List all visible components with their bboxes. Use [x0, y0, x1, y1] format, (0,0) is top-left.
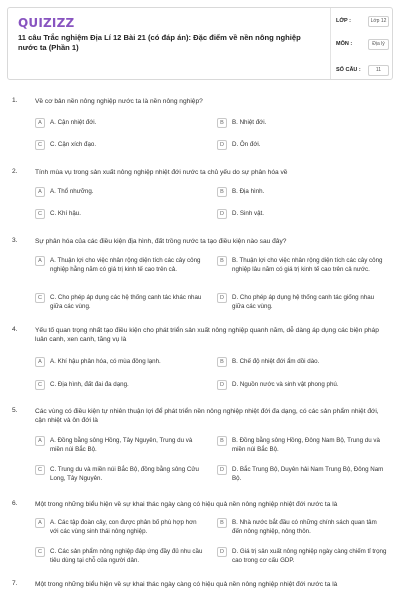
quizizz-logo[interactable]: QUIZIZZ: [18, 16, 75, 30]
option-text: A. Thổ nhưỡng.: [50, 188, 94, 195]
worksheet-title: 11 câu Trắc nghiệm Địa Lí 12 Bài 21 (có đáp án): Đặc điểm về nền nông nghiệp nước ta (Phần 1): [18, 33, 301, 52]
question-text: Các vùng có điều kiện tự nhiên thuận lợi để phát triển nền nông nghiệp nhiệt đới đa dạng, có các sản phẩm nhiệt đới, cận nhiệt và ôn đới là: [35, 408, 379, 424]
question-text: Sự phân hóa của các điều kiện địa hình, đất trồng nước ta tạo điều kiện nào sau đây?: [35, 238, 287, 245]
option-letter-box: B: [217, 518, 227, 528]
option-text: B. Nhà nước bắt đầu có những chính sách quan tâm đến nông nghiệp, nông thôn.: [232, 519, 377, 535]
option-text: D. Nguồn nước và sinh vật phong phú.: [232, 381, 339, 388]
option-letter-box: C: [35, 547, 45, 557]
worksheet-header: [7, 7, 393, 80]
option-text: C. Trung du và miền núi Bắc Bộ, đồng bằng sông Cửu Long, Tây Nguyên.: [50, 466, 199, 482]
option-text: B. Nhiệt đới.: [232, 119, 267, 126]
option-text: D. Ôn đới.: [232, 141, 261, 148]
option-text: C. Khí hậu.: [50, 210, 81, 217]
question-text: Tính mùa vụ trong sản xuất nông nghiệp nhiệt đới nước ta chủ yếu do sự phân hóa về: [35, 169, 288, 176]
question-text: Một trong những biểu hiện về sự khai thác ngày càng có hiệu quả nền nông nghiệp nhiệt đới nước ta là: [35, 581, 338, 588]
option-text: D. Sinh vật.: [232, 210, 264, 217]
option-letter-box: A: [35, 357, 45, 367]
option-text: A. Đồng bằng sông Hồng, Tây Nguyên, Trung du và miền núi Bắc Bộ.: [50, 437, 193, 453]
option-text: B. Địa hình.: [232, 188, 265, 195]
option-letter-box: D: [217, 465, 227, 475]
option-letter-box: D: [217, 547, 227, 557]
option-letter-box: B: [217, 118, 227, 128]
option-text: D. Bắc Trung Bộ, Duyên hải Nam Trung Bộ, Đông Nam Bộ.: [232, 466, 384, 482]
option-text: D. Cho phép áp dụng hệ thống canh tác giống nhau giữa các vùng.: [232, 294, 375, 310]
option-letter-box: D: [217, 380, 227, 390]
meta-grade-value: Lớp 12: [368, 16, 389, 27]
option-text: A. Cận nhiệt đới.: [50, 119, 97, 126]
question-number: 6.: [12, 500, 18, 507]
question-number: 4.: [12, 326, 18, 333]
option-letter-box: C: [35, 293, 45, 303]
meta-subject-value: Địa lý: [368, 39, 389, 50]
meta-count-value: 11: [368, 65, 389, 76]
question-number: 3.: [12, 237, 18, 244]
option-text: B. Đồng bằng sông Hồng, Đông Nam Bộ, Trung du và miền núi Bắc Bộ.: [232, 437, 380, 453]
option-letter-box: B: [217, 187, 227, 197]
option-letter-box: C: [35, 380, 45, 390]
option-text: C. Địa hình, đất đai đa dạng.: [50, 381, 129, 388]
option-text: D. Giá trị sản xuất nông nghiệp ngày càng chiếm tỉ trọng cao trong cơ cấu GDP.: [232, 548, 387, 564]
option-text: B. Chế độ nhiệt đới ẩm dồi dào.: [232, 358, 320, 365]
option-letter-box: C: [35, 209, 45, 219]
option-letter-box: B: [217, 436, 227, 446]
option-letter-box: B: [217, 357, 227, 367]
question-number: 1.: [12, 97, 18, 104]
option-text: B. Thuận lợi cho việc nhân rộng diện tích các cây công nghiệp lâu năm có giá trị kinh tế cao trên cả nước.: [232, 257, 383, 273]
question-text: Về cơ bản nền nông nghiệp nước ta là nền nông nghiệp?: [35, 98, 203, 105]
option-letter-box: D: [217, 293, 227, 303]
option-letter-box: A: [35, 118, 45, 128]
question-number: 5.: [12, 407, 18, 414]
meta-grade-label: LỚP :: [336, 18, 351, 24]
option-text: C. Cận xích đạo.: [50, 141, 97, 148]
option-text: A. Khí hậu phân hóa, có mùa đông lạnh.: [50, 358, 161, 365]
option-letter-box: C: [35, 465, 45, 475]
option-letter-box: A: [35, 187, 45, 197]
option-text: C. Cho phép áp dụng các hệ thống canh tác khác nhau giữa các vùng.: [50, 294, 202, 310]
option-letter-box: A: [35, 518, 45, 528]
option-letter-box: A: [35, 436, 45, 446]
option-text: C. Các sản phẩm nông nghiệp đáp ứng đầy đủ nhu cầu tiêu dùng tại chỗ của người dân.: [50, 548, 203, 564]
question-text: Một trong những biểu hiện về sự khai thác ngày càng có hiệu quả nền nông nghiệp nhiệt đới nước ta là: [35, 501, 338, 508]
question-number: 2.: [12, 168, 18, 175]
question-text: Yếu tố quan trọng nhất tạo điều kiện cho phát triển sản xuất nông nghiệp quanh năm, dễ dàng áp dụng các biện pháp luân canh, xen canh, tăng vụ là: [35, 327, 379, 343]
option-letter-box: D: [217, 209, 227, 219]
option-text: A. Các tập đoàn cây, con được phân bố phù hợp hơn với các vùng sinh thái nông nghiệp.: [50, 519, 197, 535]
question-number: 7.: [12, 580, 18, 587]
header-divider: [330, 8, 331, 79]
option-text: A. Thuận lợi cho việc nhân rộng diện tích các cây công nghiệp hằng năm có giá trị kinh tế cao trên cả.: [50, 257, 201, 273]
option-letter-box: C: [35, 140, 45, 150]
option-letter-box: B: [217, 256, 227, 266]
meta-count-label: SỐ CÂU :: [336, 67, 361, 73]
option-letter-box: D: [217, 140, 227, 150]
option-letter-box: A: [35, 256, 45, 266]
meta-subject-label: MÔN :: [336, 41, 353, 47]
